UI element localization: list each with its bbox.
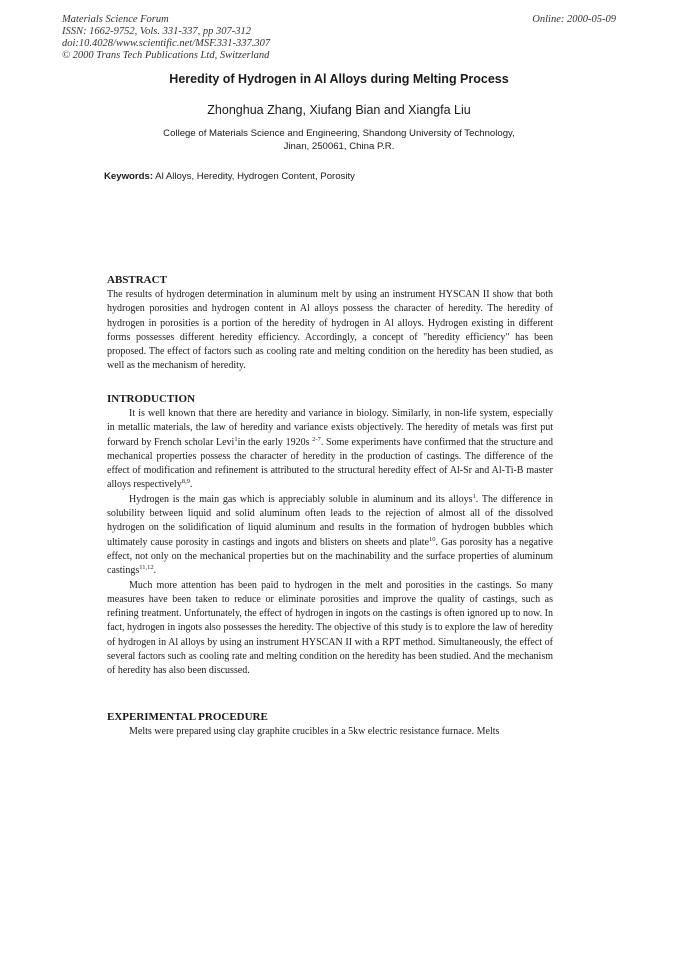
issn-line: ISSN: 1662-9752, Vols. 331-337, pp 307-312 [62,26,251,37]
intro-paragraph-3: Much more attention has been paid to hydrogen in the melt and porosities in the castings. So many measures have been taken to reduce or eliminate porosities and improve the quality of castings, such as refining treatment. Unfortunately, the effect of hydrogen in ingots on the castings is often ignored up to now. In fact, hydrogen in ingots also possesses the heredity. The objective of this study is to explore the law of heredity of hydrogen in Al alloys by using an instrument HYSCAN II with a RPT method. Simultaneously, the effect of several factors such as cooling rate and melting condition on the heredity has been studied. And the mechanism of heredity has also been discussed. [107,579,553,677]
introduction-heading: INTRODUCTION [107,393,196,405]
doi-line: doi:10.4028/www.scientific.net/MSF.331-337.307 [62,38,271,49]
affiliation [120,127,558,153]
keywords [104,171,355,182]
online-date: Online: 2000-05-09 [532,14,616,25]
keywords-label: Keywords: [104,171,154,182]
affiliation-line-2: Jinan, 250061, China P.R. [283,141,395,152]
copyright-line: © 2000 Trans Tech Publications Ltd, Switzerland [62,50,270,61]
experimental-section [107,710,553,739]
experimental-paragraph-1: Melts were prepared using clay graphite crucibles in a 5kw electric resistance furnace. Melts [129,726,500,737]
experimental-heading: EXPERIMENTAL PROCEDURE [107,711,268,723]
abstract-heading: ABSTRACT [107,274,167,286]
affiliation-line-1: College of Materials Science and Engineering, Shandong University of Technology, [163,128,515,139]
authors: Zhonghua Zhang, Xiufang Bian and Xiangfa Liu [207,103,471,117]
journal-header [62,14,270,62]
paper-title: Heredity of Hydrogen in Al Alloys during Melting Process [169,72,509,86]
journal-name: Materials Science Forum [62,14,169,25]
intro-paragraph-2: Hydrogen is the main gas which is appreciably soluble in aluminum and its alloys$^1$. The difference in solubility between liquid and solid aluminum often leads to the rejection of almost all of the dissolved hydrogen on the solidification of liquid aluminum and results in the formation of hydrogen bubbles which ultimately cause porosity in castings and ingots and blisters on sheets and plate$^{10}$. Gas porosity has a negative effect, not only on the mechanical properties but on the machinability and the surface properties of aluminum castings$^{11,12}$. [107,492,553,577]
introduction-section [107,392,553,679]
keywords-text: Al Alloys, Heredity, Hydrogen Content, Porosity [153,171,355,182]
abstract-section [107,273,553,374]
intro-paragraph-1: It is well known that there are heredity and variance in biology. Similarly, in non-life system, especially in metallic materials, the law of heredity and variance exists objectively. The heredity of metals was first put forward by French scholar Levi$^1$in the early 1920s $^{2-7}$. Some experiments have confirmed that the structure and mechanical properties possess the character of heredity in the production of castings. The difference of the effect of modification and refinement is attributed to the structural heredity effect of Al-Sr and Al-Ti-B master alloys respectively$^{8,9}$. [107,408,553,491]
abstract-text: The results of hydrogen determination in aluminum melt by using an instrument HYSCAN II show that both hydrogen porosities and hydrogen content in Al alloys possess the character of heredity. The heredity of hydrogen in porosities is a portion of the heredity of hydrogen in Al alloys. Hydrogen existing in different forms possesses different heredity efficiency. Accordingly, a concept of "heredity efficiency" has been proposed. The effect of factors such as cooling rate and melting condition on the heredity has been studied, as well as the mechanism of heredity. [107,289,553,372]
